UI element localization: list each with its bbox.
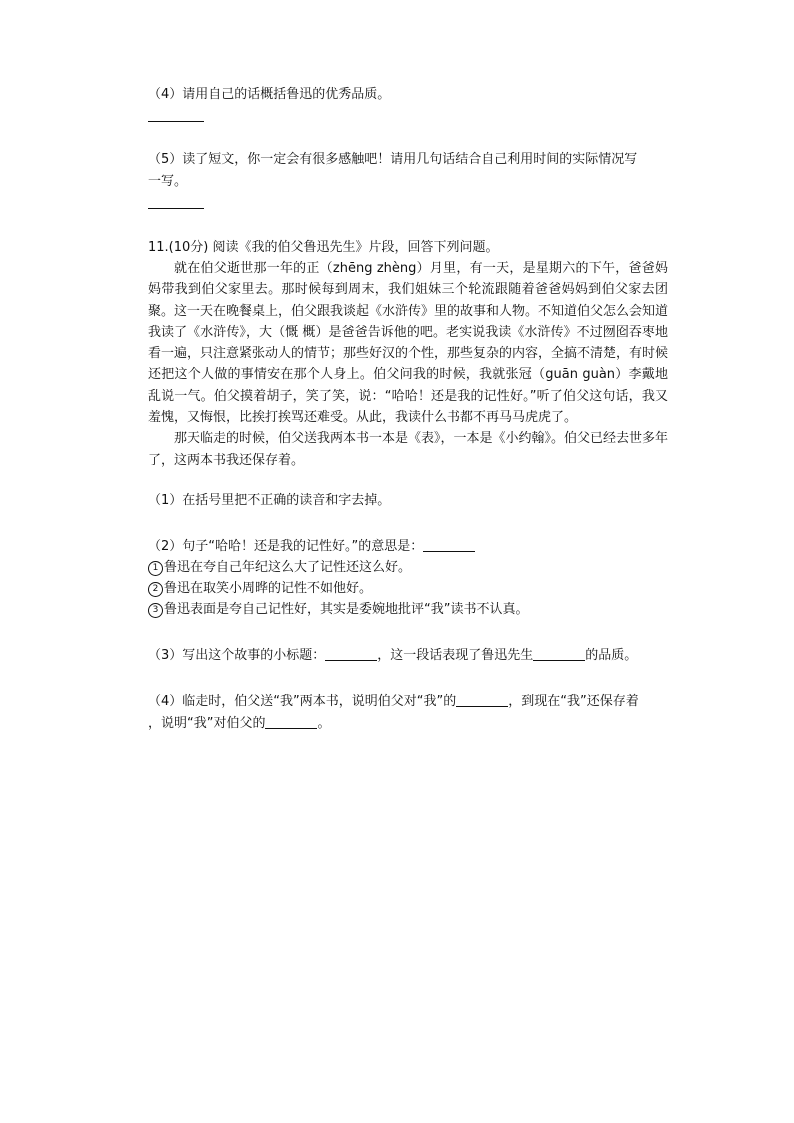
sub-4-text-b: ，到现在“我”还保存着 [508,694,639,709]
option-text: 鲁迅在夸自己年纪这么大了记性还这么好。 [164,560,412,575]
sub-2-text: （2）句子“哈哈！还是我的记性好。”的意思是： [148,539,424,554]
question-10-item-5-line-1: （5）读了短文，你一定会有很多感触吧！请用几句话结合自己利用时间的实际情况写 [148,152,638,167]
option-number: 2 [148,582,163,597]
answer-blank [265,716,317,729]
answer-blank [533,648,585,661]
question-11-sub-4-line-1 [148,694,639,710]
sub-4-text-a: （4）临走时，伯父送“我”两本书，说明伯父对“我”的 [148,694,457,709]
sub-4-text-d: 。 [317,716,331,731]
question-11-sub-4-line-2 [148,716,331,732]
option-1 [148,560,411,576]
question-11-sub-1: （1）在括号里把不正确的读音和字去掉。 [148,493,391,508]
option-2 [148,581,372,597]
option-number: 3 [148,603,163,618]
sub-3-text-c: 的品质。 [585,648,638,663]
sub-3-text-a: （3）写出这个故事的小标题： [148,648,326,663]
question-10-item-4: （4）请用自己的话概括鲁迅的优秀品质。 [148,87,391,102]
option-number: 1 [148,561,163,576]
sub-3-text-b: ，这一段话表现了鲁迅先生 [377,648,534,663]
passage-paragraph-1: 就在伯父逝世那一年的正（zhēng zhèng）月里，有一天，是星期六的下午，爸爸妈妈带我到伯父家里去。那时候每到周末，我们姐妹三个轮流跟随着爸爸妈妈到伯父家去团聚。这一天在晚餐桌上，伯父跟我谈起《水浒传》里的故事和人物。不知道伯父怎么会知道我读了《水浒传》，大（慨 概）是爸爸告诉他的吧。老实说我读《水浒传》不过囫囵吞枣地看一遍，只注意紧张动人的情节；那些好汉的个性，那些复杂的内容，全搞不清楚，有时候还把这个人做的事情安在那个人身上。伯父问我的时候，我就张冠（guān guàn）李戴地乱说一气。伯父摸着胡子，笑了笑，说：“哈哈！还是我的记性好。”听了伯父这句话，我又羞愧，又悔恨，比挨打挨骂还难受。从此，我读什么书都不再马马虎虎了。 [148,261,669,426]
question-11-sub-3 [148,648,637,664]
option-text: 鲁迅在取笑小周晔的记性不如他好。 [164,581,373,596]
answer-blank [148,208,204,209]
passage-paragraph-2: 那天临走的时候，伯父送我两本书一本是《表》，一本是《小约翰》。伯父已经去世多年了，这两本书我还保存着。 [148,431,669,468]
answer-blank [325,648,377,661]
option-text: 鲁迅表面是夸自己记性好，其实是委婉地批评“我”读书不认真。 [164,602,529,617]
option-3 [148,602,528,618]
question-11-header: 11.(10分) 阅读《我的伯父鲁迅先生》片段，回答下列问题。 [148,240,499,255]
sub-4-text-c: ，说明“我”对伯父的 [148,716,266,731]
question-10-item-5-line-2: 一写。 [148,174,188,189]
question-11-sub-2 [148,539,475,555]
answer-blank [148,121,204,122]
answer-blank [456,694,508,707]
answer-blank [423,539,475,552]
reading-passage [148,258,668,471]
